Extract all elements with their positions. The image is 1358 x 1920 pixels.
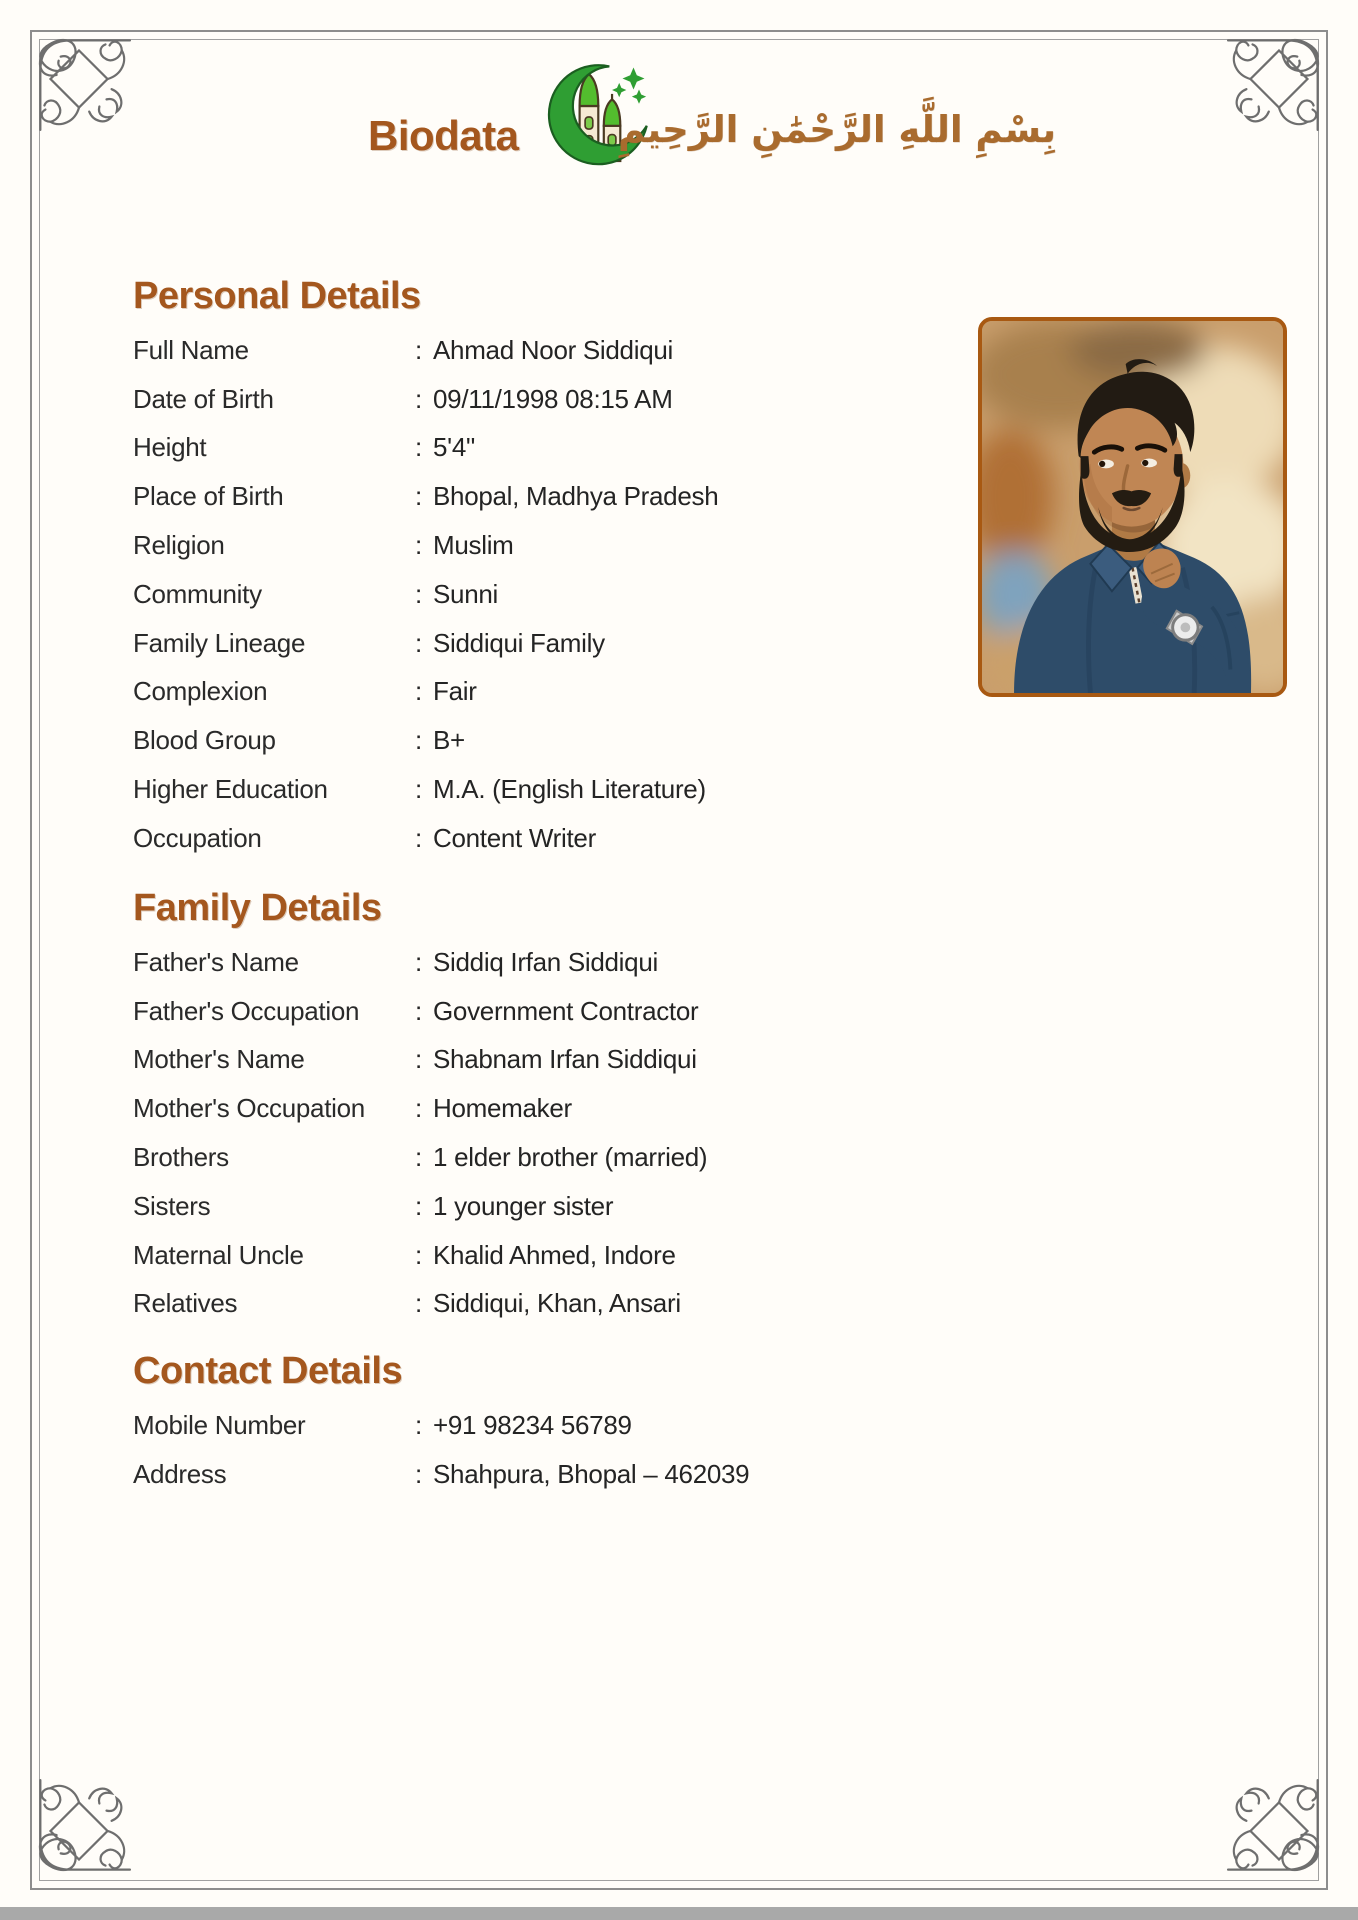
row-value: Bhopal, Madhya Pradesh: [433, 481, 719, 512]
detail-row: [133, 326, 853, 375]
row-value: 1 younger sister: [433, 1190, 614, 1221]
row-colon: :: [415, 432, 422, 463]
personal-details-rows: [133, 326, 853, 863]
corner-ornament-icon: [22, 22, 134, 134]
row-value: 1 elder brother (married): [433, 1142, 708, 1173]
row-value: Khalid Ahmed, Indore: [433, 1239, 676, 1270]
row-label: Brothers: [133, 1142, 229, 1173]
row-colon: :: [415, 725, 422, 756]
row-label: Maternal Uncle: [133, 1239, 304, 1270]
detail-row: [133, 1280, 853, 1329]
row-colon: :: [415, 1190, 422, 1221]
row-label: Religion: [133, 530, 225, 561]
row-label: Community: [133, 578, 262, 609]
row-value: 09/11/1998 08:15 AM: [433, 383, 673, 414]
row-label: Family Lineage: [133, 627, 306, 658]
detail-row: [133, 1450, 853, 1499]
detail-row: [133, 765, 853, 814]
contact-details-rows: [133, 1401, 853, 1499]
row-value: Siddiq Irfan Siddiqui: [433, 946, 658, 977]
row-colon: :: [415, 946, 422, 977]
row-label: Father's Name: [133, 946, 299, 977]
row-colon: :: [415, 1239, 422, 1270]
detail-row: [133, 472, 853, 521]
row-value: Fair: [433, 676, 477, 707]
row-value: Muslim: [433, 530, 514, 561]
row-label: Blood Group: [133, 725, 276, 756]
row-colon: :: [415, 1142, 422, 1173]
row-value: Siddiqui, Khan, Ansari: [433, 1288, 681, 1319]
detail-row: [133, 1231, 853, 1280]
row-label: Mother's Occupation: [133, 1093, 365, 1124]
row-label: Relatives: [133, 1288, 238, 1319]
row-colon: :: [415, 1458, 422, 1489]
row-colon: :: [415, 1288, 422, 1319]
row-label: Sisters: [133, 1190, 211, 1221]
row-colon: :: [415, 383, 422, 414]
row-label: Place of Birth: [133, 481, 284, 512]
section-contact-details: [133, 1349, 853, 1499]
detail-row: [133, 375, 853, 424]
detail-row: [133, 570, 853, 619]
page-title: Biodata: [368, 112, 519, 159]
section-heading: Family Details: [133, 887, 382, 929]
row-label: Height: [133, 432, 207, 463]
row-label: Mother's Name: [133, 1044, 305, 1075]
detail-row: [133, 1133, 853, 1182]
detail-row: [133, 1182, 853, 1231]
row-colon: :: [415, 822, 422, 853]
detail-row: [133, 424, 853, 473]
row-label: Mobile Number: [133, 1409, 306, 1440]
applicant-photo: [978, 317, 1287, 697]
section-heading: Contact Details: [133, 1350, 403, 1392]
detail-row: [133, 716, 853, 765]
family-details-rows: [133, 938, 853, 1328]
detail-row: [133, 1084, 853, 1133]
detail-row: [133, 938, 853, 987]
row-value: +91 98234 56789: [433, 1409, 632, 1440]
row-label: Higher Education: [133, 774, 328, 805]
section-personal-details: [133, 274, 853, 863]
row-value: B+: [433, 725, 465, 756]
row-value: Siddiqui Family: [433, 627, 605, 658]
detail-row: [133, 619, 853, 668]
section-heading: Personal Details: [133, 275, 421, 317]
row-colon: :: [415, 627, 422, 658]
detail-row: [133, 668, 853, 717]
scan-edge-strip: [0, 1907, 1358, 1920]
corner-ornament-icon: [1224, 1776, 1336, 1888]
row-colon: :: [415, 774, 422, 805]
row-label: Complexion: [133, 676, 268, 707]
row-label: Full Name: [133, 334, 249, 365]
row-value: Ahmad Noor Siddiqui: [433, 334, 673, 365]
row-colon: :: [415, 578, 422, 609]
corner-ornament-icon: [1224, 22, 1336, 134]
row-value: Government Contractor: [433, 995, 699, 1026]
row-value: Shabnam Irfan Siddiqui: [433, 1044, 697, 1075]
detail-row: [133, 814, 853, 863]
row-colon: :: [415, 676, 422, 707]
row-value: 5'4": [433, 432, 475, 463]
detail-row: [133, 1401, 853, 1450]
detail-row: [133, 987, 853, 1036]
section-family-details: [133, 886, 853, 1328]
row-label: Date of Birth: [133, 383, 274, 414]
row-colon: :: [415, 995, 422, 1026]
row-label: Address: [133, 1458, 227, 1489]
row-colon: :: [415, 334, 422, 365]
row-label: Father's Occupation: [133, 995, 360, 1026]
row-label: Occupation: [133, 822, 262, 853]
corner-ornament-icon: [22, 1776, 134, 1888]
detail-row: [133, 1036, 853, 1085]
row-value: Homemaker: [433, 1093, 572, 1124]
row-value: Shahpura, Bhopal – 462039: [433, 1458, 750, 1489]
row-colon: :: [415, 1093, 422, 1124]
row-colon: :: [415, 530, 422, 561]
row-colon: :: [415, 481, 422, 512]
bismillah-calligraphy: بِسْمِ اللَّهِ الرَّحْمَٰنِ الرَّحِيمِ: [617, 108, 1056, 151]
row-colon: :: [415, 1409, 422, 1440]
row-value: Content Writer: [433, 822, 596, 853]
row-value: Sunni: [433, 578, 498, 609]
row-value: M.A. (English Literature): [433, 774, 706, 805]
row-colon: :: [415, 1044, 422, 1075]
detail-row: [133, 521, 853, 570]
